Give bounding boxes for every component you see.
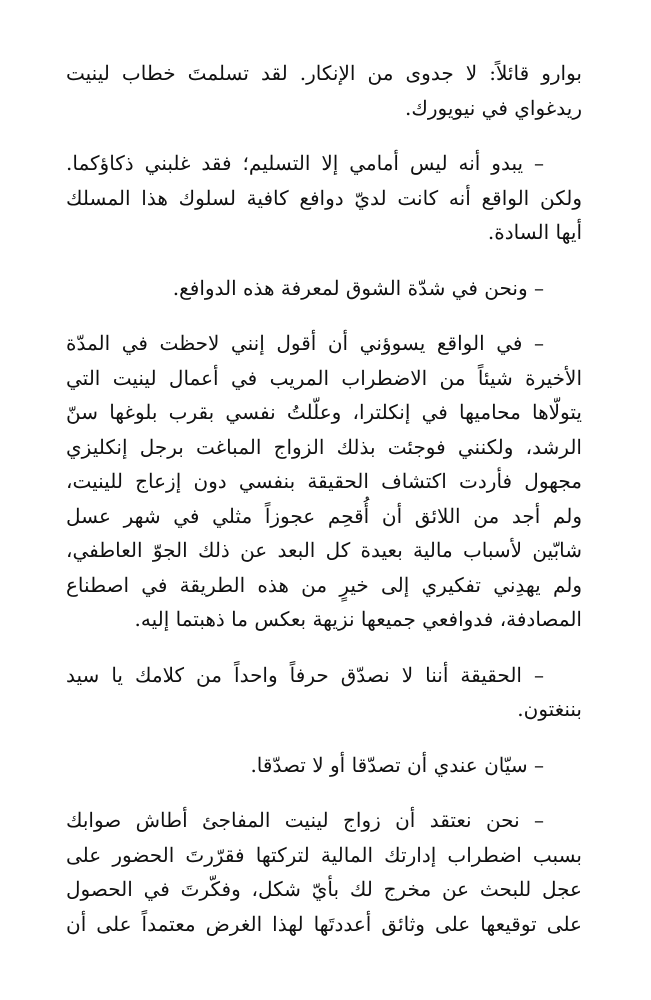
text-line: المصادفة، فدوافعي جميعها نزيهة بعكس ما ذهبتما إليه.: [134, 607, 582, 631]
text-line: الأخيرة شيئاً من الاضطراب المريب في أعمال لينيت التي: [66, 365, 582, 390]
paragraph: [66, 658, 582, 727]
text-line: – سيّان عندي أن تصدّقا أو لا تصدّقا.: [250, 752, 544, 777]
text-line: بننغتون.: [517, 697, 582, 721]
text-line: مجهول فأردت اكتشاف الحقيقة بنفسي دون إزعاج للينيت،: [66, 469, 582, 493]
text-line: ولم يهدِني تفكيري إلى خيرٍ من هذه الطريقة في اصطناع: [66, 572, 583, 597]
paragraph: [66, 146, 582, 250]
text-line: – نحن نعتقد أن زواج لينيت المفاجئ أطاش صوابك: [66, 808, 544, 832]
paragraph: [66, 748, 582, 783]
text-line: – الحقيقة أننا لا نصدّق حرفاً واحداً من كلامك يا سيد: [66, 662, 544, 687]
text-line: ريدغواي في نيويورك.: [404, 95, 582, 120]
text-line: أيها السادة.: [487, 220, 582, 244]
paragraph: [66, 271, 582, 306]
text-line: – ونحن في شدّة الشوق لمعرفة هذه الدوافع.: [172, 275, 544, 300]
paragraph: [66, 56, 582, 125]
text-line: بوارو قائلاً: لا جدوى من الإنكار. لقد تسلمتَ خطاب لينيت: [66, 61, 582, 85]
text-line: يتولّاها محاميها في إنكلترا، وعلّلتُ نفسي بقرب بلوغها سنّ: [66, 400, 582, 424]
paragraph: [66, 803, 582, 941]
text-line: ولكن الواقع أنه كانت لديّ دوافع كافية لسلوك هذا المسلك: [66, 185, 582, 210]
text-line: على توقيعها على وثائق أعددتَها لهذا الغرض معتمداً على أن: [66, 911, 582, 936]
text-line: عجل للبحث عن مخرج لك بأيّ شكل، وفكّرتَ في الحصول: [66, 877, 582, 901]
text-line: ولم أجد من اللائق أن أُقحِم عجوزاً مثلي في شهر عسل: [66, 503, 582, 528]
text-line: – يبدو أنه ليس أمامي إلا التسليم؛ فقد غلبني ذكاؤكما.: [66, 151, 544, 175]
text-line: بسبب اضطراب إدارتك المالية لتركتها فقرّرتَ الحضور على: [66, 842, 582, 867]
text-line: الرشد، ولكنني فوجئت بذلك الزواج المباغت برجل إنكليزي: [66, 434, 582, 459]
text-line: شابّين لأسباب مالية بعيدة كل البعد عن ذلك الجوّ العاطفي،: [66, 538, 582, 562]
text-line: – في الواقع يسوؤني أن أقول إنني لاحظت في المدّة: [66, 331, 544, 355]
paragraph: [66, 326, 582, 637]
book-page: [66, 56, 582, 962]
